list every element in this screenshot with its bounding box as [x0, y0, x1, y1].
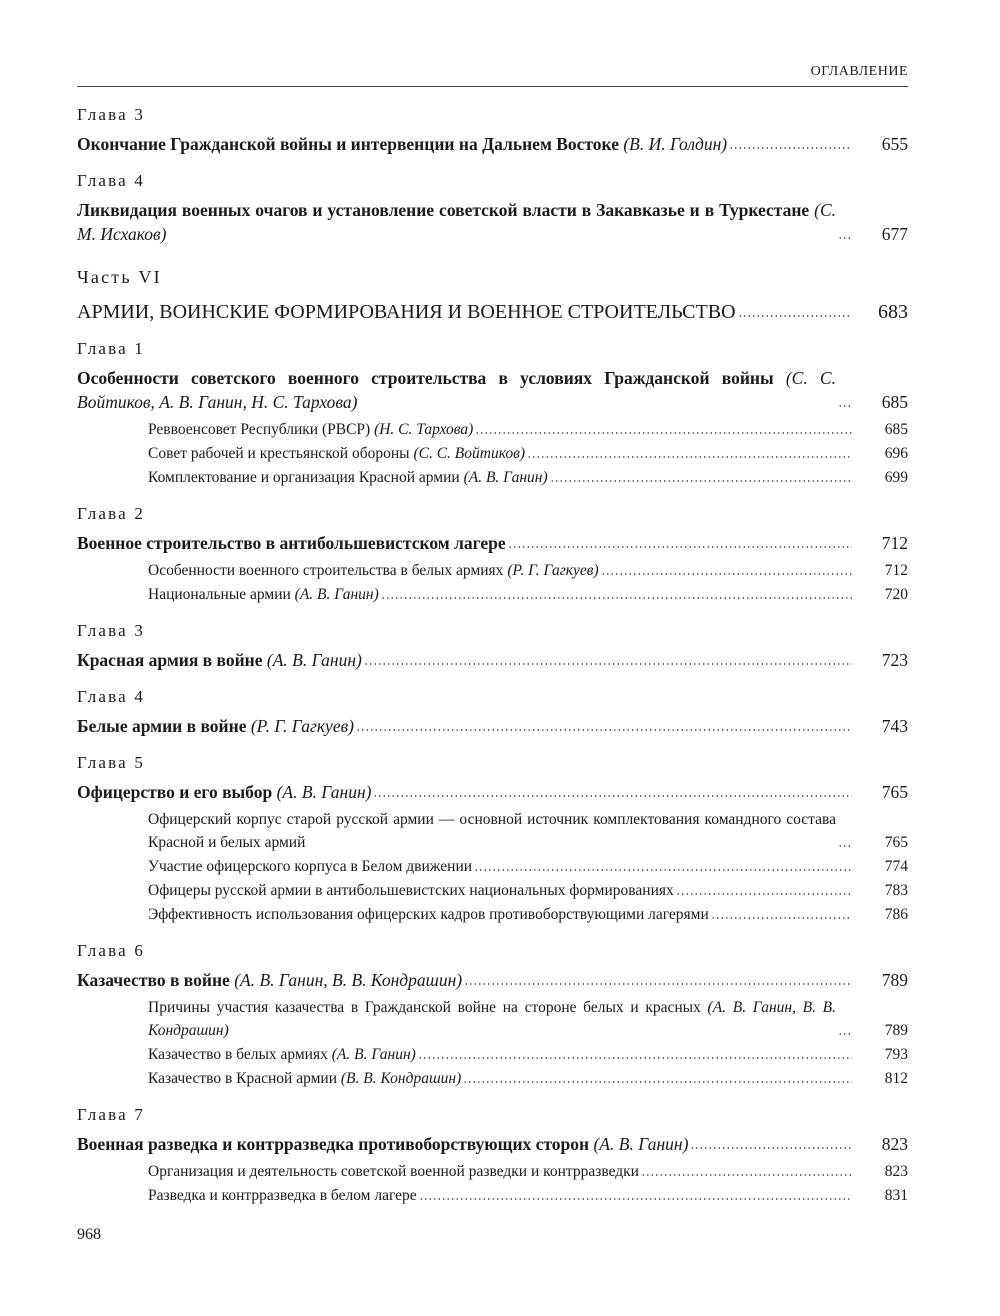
dot-leader: [738, 312, 852, 318]
subentry-title: Причины участия казачества в Гражданской войне на стороне белых и красных: [148, 999, 701, 1016]
chapter-label: Глава 2: [77, 504, 146, 523]
entry-page: 685: [881, 392, 908, 412]
toc-subentry[interactable]: [148, 442, 908, 465]
chapter-label: Глава 7: [77, 1105, 146, 1124]
entry-author: (Р. Г. Гагкуев): [250, 716, 355, 736]
chapter-label: Глава 1: [77, 339, 146, 358]
entry-author: (В. И. Голдин): [623, 134, 728, 154]
entry-title: Военное строительство в антибольшевистском лагере: [77, 533, 506, 553]
entry-author: (А. В. Ганин): [593, 1134, 689, 1154]
entry-author: (В. В. Кондрашин): [340, 1070, 462, 1087]
toc-subentry[interactable]: [148, 418, 908, 441]
subentry-title: Офицеры русской армии в антибольшевистских национальных формированиях: [148, 882, 674, 899]
subentry-title: Эффективность использования офицерских кадров противоборствующими лагерями: [148, 906, 709, 923]
chapter-label: Глава 5: [77, 753, 146, 772]
entry-page: 683: [878, 301, 908, 323]
entry-author: (А. В. Ганин): [266, 650, 362, 670]
entry-author: (Р. Г. Гагкуев): [507, 562, 599, 579]
part-title: АРМИИ, ВОИНСКИЕ ФОРМИРОВАНИЯ И ВОЕННОЕ СТРОИТЕЛЬСТВО: [77, 301, 736, 323]
subentry-title: Совет рабочей и крестьянской обороны: [148, 445, 410, 462]
entry-title: Красная армия в войне: [77, 650, 263, 670]
entry-page: 699: [884, 469, 908, 486]
toc-subentry[interactable]: [148, 996, 908, 1042]
dot-leader: [418, 1054, 852, 1060]
toc-subentry[interactable]: [148, 1043, 908, 1066]
toc-entry[interactable]: [77, 198, 908, 246]
toc-entry[interactable]: [77, 648, 908, 672]
dot-leader: [475, 429, 852, 435]
toc-entry[interactable]: [77, 714, 908, 738]
dot-leader: [356, 726, 852, 732]
dot-leader: [527, 453, 852, 459]
entry-page: 831: [884, 1187, 908, 1204]
entry-author: (Н. С. Тархова): [374, 421, 474, 438]
chapter-label: Глава 4: [77, 687, 146, 706]
dot-leader: [373, 792, 852, 798]
entry-page: 823: [881, 1134, 908, 1154]
entry-page: 789: [881, 970, 908, 990]
dot-leader: [729, 144, 852, 150]
toc-subentry[interactable]: [148, 1184, 908, 1207]
entry-page: 823: [884, 1163, 908, 1180]
dot-leader: [838, 402, 852, 408]
dot-leader: [838, 1030, 852, 1036]
dot-leader: [474, 866, 852, 872]
toc-entry[interactable]: [77, 132, 908, 156]
toc-entry[interactable]: [77, 366, 908, 414]
dot-leader: [690, 1144, 852, 1150]
toc-subentry[interactable]: [148, 583, 908, 606]
toc-entry[interactable]: [77, 531, 908, 555]
dot-leader: [381, 594, 852, 600]
dot-leader: [419, 1195, 852, 1201]
running-header: ОГЛАВЛЕНИЕ: [77, 64, 908, 87]
entry-page: 655: [881, 134, 908, 154]
toc-subentry[interactable]: [148, 466, 908, 489]
entry-page: 743: [881, 716, 908, 736]
dot-leader: [464, 980, 852, 986]
dot-leader: [676, 890, 852, 896]
entry-page: 774: [884, 858, 908, 875]
toc-entry[interactable]: [77, 780, 908, 804]
entry-page: 685: [884, 421, 908, 438]
entry-author: (А. В. Ганин): [276, 782, 372, 802]
subentry-title: Национальные армии: [148, 586, 291, 603]
entry-author: (А. В. Ганин): [331, 1046, 416, 1063]
entry-author: (С. М. Исхаков): [77, 200, 837, 244]
entry-page: 786: [884, 906, 908, 923]
entry-title: Особенности советского военного строительства в условиях Гражданской войны: [77, 368, 774, 388]
dot-leader: [838, 234, 852, 240]
toc-entry[interactable]: [77, 300, 908, 324]
toc-subentry[interactable]: [148, 855, 908, 878]
chapter-label: Глава 4: [77, 171, 146, 190]
table-of-contents: [77, 104, 908, 1207]
page-number: 968: [77, 1226, 101, 1243]
dot-leader: [550, 477, 852, 483]
entry-title: Казачество в войне: [77, 970, 230, 990]
toc-subentry[interactable]: [148, 879, 908, 902]
toc-entry[interactable]: [77, 1132, 908, 1156]
dot-leader: [364, 660, 852, 666]
entry-page: 677: [881, 224, 908, 244]
subentry-title: Организация и деятельность советской военной разведки и контрразведки: [148, 1163, 639, 1180]
entry-title: Офицерство и его выбор: [77, 782, 273, 802]
entry-page: 723: [881, 650, 908, 670]
subentry-title: Участие офицерского корпуса в Белом движении: [148, 858, 473, 875]
entry-page: 789: [884, 1022, 908, 1039]
toc-subentry[interactable]: [148, 808, 908, 854]
entry-page: 765: [881, 782, 908, 802]
entry-page: 783: [884, 882, 908, 899]
subentry-title: Казачество в Красной армии: [148, 1070, 337, 1087]
entry-author: (С. С. Войтиков): [413, 445, 525, 462]
subentry-title: Комплектование и организация Красной армии: [148, 469, 460, 486]
entry-author: (А. В. Ганин): [463, 469, 548, 486]
toc-subentry[interactable]: [148, 1160, 908, 1183]
entry-title: Белые армии в войне: [77, 716, 247, 736]
entry-page: 765: [884, 834, 908, 851]
subentry-title: Особенности военного строительства в белых армиях: [148, 562, 504, 579]
toc-subentry[interactable]: [148, 1067, 908, 1090]
toc-entry[interactable]: [77, 968, 908, 992]
part-label: Часть VI: [77, 267, 162, 287]
dot-leader: [508, 543, 852, 549]
dot-leader: [641, 1171, 852, 1177]
subentry-title: Казачество в белых армиях: [148, 1046, 328, 1063]
dot-leader: [601, 570, 852, 576]
entry-page: 712: [884, 562, 908, 579]
entry-page: 812: [884, 1070, 908, 1087]
dot-leader: [838, 842, 852, 848]
dot-leader: [711, 914, 852, 920]
entry-title: Окончание Гражданской войны и интервенции на Дальнем Востоке: [77, 134, 619, 154]
subentry-title: Разведка и контрразведка в белом лагере: [148, 1187, 417, 1204]
dot-leader: [463, 1078, 852, 1084]
entry-title: Ликвидация военных очагов и установление советской власти в Закавказье и в Туркестане: [77, 200, 810, 220]
entry-page: 712: [881, 533, 908, 553]
entry-author: (С. С. Войтиков, А. В. Ганин, Н. С. Тархова): [77, 368, 836, 412]
entry-author: (А. В. Ганин): [294, 586, 379, 603]
chapter-label: Глава 6: [77, 941, 146, 960]
entry-author: (А. В. Ганин, В. В. Кондрашин): [148, 999, 837, 1039]
subentry-title: Офицерский корпус старой русской армии — основной источник комплектования командного состава Красной и белых армий: [148, 811, 836, 851]
entry-author: (А. В. Ганин, В. В. Кондрашин): [234, 970, 463, 990]
entry-page: 696: [884, 445, 908, 462]
entry-title: Военная разведка и контрразведка противоборствующих сторон: [77, 1134, 590, 1154]
chapter-label: Глава 3: [77, 105, 146, 124]
entry-page: 793: [884, 1046, 908, 1063]
chapter-label: Глава 3: [77, 621, 146, 640]
toc-subentry[interactable]: [148, 903, 908, 926]
toc-subentry[interactable]: [148, 559, 908, 582]
subentry-title: Реввоенсовет Республики (РВСР): [148, 421, 371, 438]
entry-page: 720: [884, 586, 908, 603]
